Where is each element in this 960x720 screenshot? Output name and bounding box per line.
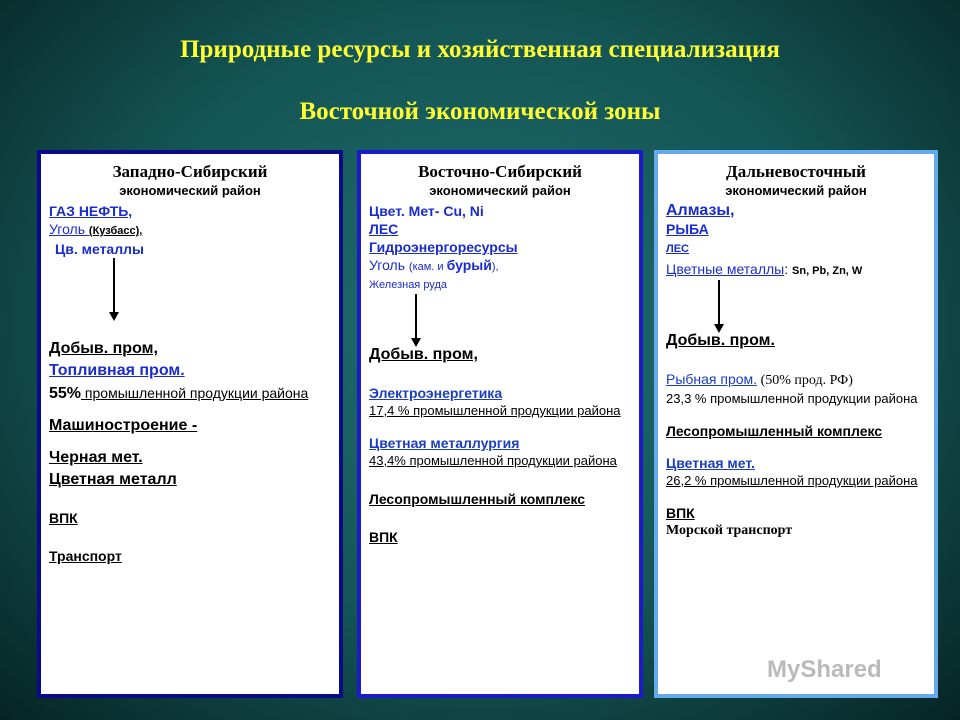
east-metals-elems: Cu, Ni (443, 203, 484, 219)
far-east-sea-transport: Морской транспорт (666, 523, 793, 538)
west-mining: Добыв. пром, (49, 340, 158, 357)
far-east-fishing-label[interactable]: Рыбная пром. (666, 371, 758, 387)
far-east-forest[interactable]: ЛЕС (666, 243, 689, 255)
far-east-fish[interactable]: РЫБА (666, 221, 709, 237)
far-east-nonferrous-share: 26,2 % промышленной продукции района (666, 473, 918, 488)
west-vpk: ВПК (49, 510, 78, 526)
west-fuel-industry[interactable]: Топливная пром. (49, 362, 185, 379)
far-east-metals (666, 260, 926, 280)
east-energy-share: 17,4 % промышленной продукции района (369, 403, 621, 418)
title-line-2: Восточной экономической зоны (299, 98, 661, 125)
far-east-metals-colon: : (784, 261, 793, 277)
east-metals-label: Цвет. Мет- (369, 203, 444, 219)
west-machinery-dash: - (187, 417, 198, 434)
far-eastern-panel (654, 150, 938, 698)
far-east-diamonds[interactable]: Алмазы, (666, 202, 735, 219)
west-ferrous: Черная мет. (49, 449, 143, 466)
east-coal (369, 256, 631, 276)
east-coal-note-1: (кам. и (408, 261, 447, 273)
far-east-nonferrous[interactable]: Цветная мет. (666, 455, 755, 471)
far-east-metals-label[interactable]: Цветные металлы (666, 261, 785, 277)
east-metals (369, 202, 631, 220)
west-share-pct: 55% (49, 385, 82, 402)
west-machinery-label: Машиностроение (49, 417, 188, 434)
east-hydro[interactable]: Гидроэнергоресурсы (369, 239, 518, 255)
west-coal-note: (Кузбасс), (88, 225, 143, 237)
far-east-subheading: экономический район (725, 183, 867, 198)
far-east-timber: Лесопромышленный комплекс (666, 423, 883, 439)
far-east-vpk: ВПК (666, 505, 695, 521)
east-iron: Железная руда (369, 279, 447, 291)
west-transport: Транспорт (49, 548, 122, 564)
west-metals: Цв. металлы (55, 241, 144, 257)
far-east-fishing-note: (50% прод. РФ) (757, 373, 853, 388)
east-coal-note-2: ), (491, 261, 499, 273)
east-coal-label: Уголь (369, 257, 409, 273)
far-east-fishing (666, 370, 926, 390)
far-east-metals-elems: Sn, Pb, Zn, W (792, 265, 863, 277)
title-line-1: Природные ресурсы и хозяйственная специализация (180, 36, 780, 63)
far-east-fishing-share: 23,3 % промышленной продукции района (666, 391, 918, 406)
watermark-logo: MyShared (767, 656, 882, 683)
west-machinery (49, 417, 331, 435)
east-vpk: ВПК (369, 529, 398, 545)
east-timber: Лесопромышленный комплекс (369, 491, 586, 507)
east-coal-brown: бурый (446, 257, 492, 273)
west-share (49, 384, 331, 403)
west-coal[interactable] (49, 220, 331, 240)
west-coal-label[interactable]: Уголь (49, 221, 89, 237)
east-nonferrous-share: 43,4% промышленной продукции района (369, 453, 617, 468)
west-siberian-panel (37, 150, 343, 698)
east-arrow-icon (411, 294, 631, 346)
west-arrow-icon (109, 258, 331, 320)
far-east-arrow-icon (714, 280, 926, 332)
west-gas-oil[interactable]: ГАЗ НЕФТЬ, (49, 203, 133, 219)
west-nonferrous: Цветная металл (49, 471, 177, 488)
east-heading: Восточно-Сибирский (418, 162, 582, 181)
west-subheading: экономический район (119, 183, 261, 198)
east-mining: Добыв. пром, (369, 346, 478, 363)
east-forest[interactable]: ЛЕС (369, 221, 399, 237)
east-siberian-panel (357, 150, 643, 698)
east-subheading: экономический район (429, 183, 571, 198)
west-heading: Западно-Сибирский (112, 162, 268, 181)
east-nonferrous[interactable]: Цветная металлургия (369, 435, 520, 451)
east-energy[interactable]: Электроэнергетика (369, 385, 503, 401)
west-share-text: промышленной продукции района (81, 385, 309, 401)
far-east-mining: Добыв. пром. (666, 332, 775, 349)
far-east-heading: Дальневосточный (726, 162, 866, 181)
